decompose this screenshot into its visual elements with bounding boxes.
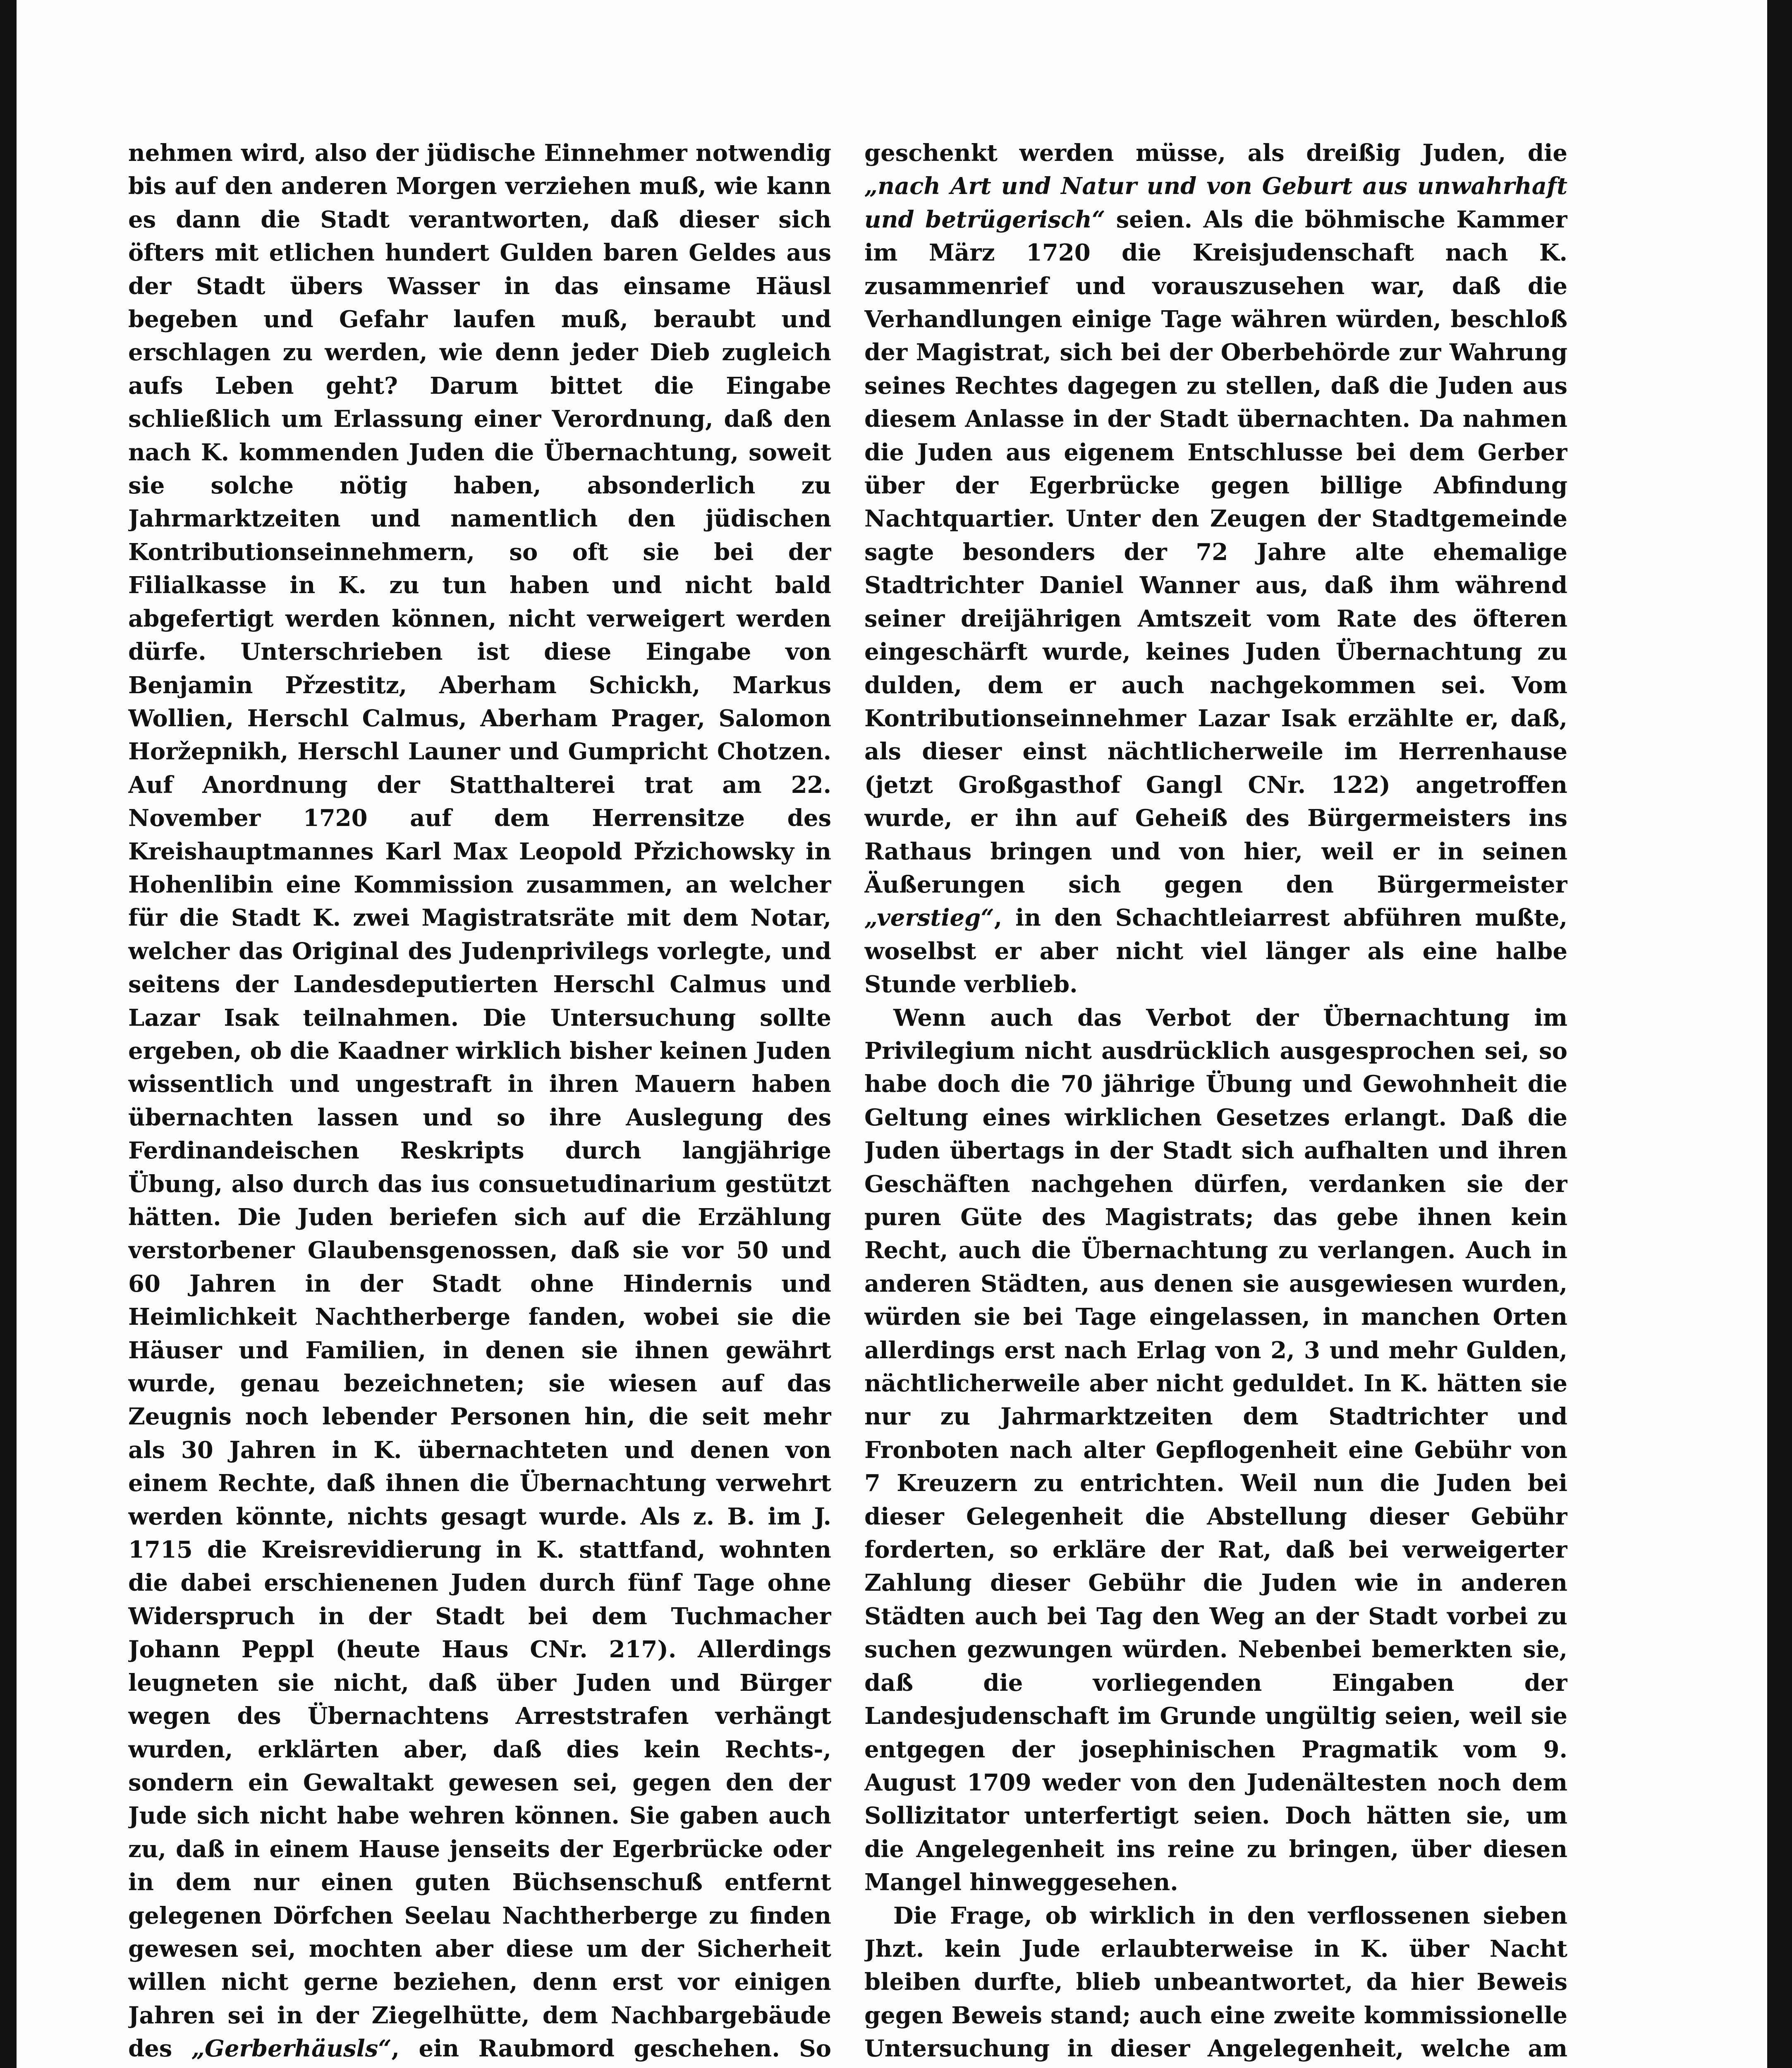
left-paragraph-1 — [128, 136, 831, 2068]
scan-edge-right — [1767, 0, 1792, 2068]
left-paragraph-1-text: nehmen wird, also der jüdische Einnehmer notwendig bis auf den anderen Morgen verziehen muß, wie kann es dann die Stadt verantworten, daß dieser sich öfters mit etlichen hundert Gulden baren Geldes aus der Stadt übers Wasser in das einsame Häusl begeben und Gefahr laufen muß, beraubt und erschlagen zu werden, wie denn jeder Dieb zugleich aufs Leben geht? Darum bittet die Eingabe schließlich um Erlassung einer Verordnung, daß den nach K. kommenden Juden die Übernachtung, soweit sie solche nötig haben, absonderlich zu Jahrmarktzeiten und namentlich den jüdischen Kontributionseinnehmern, so oft sie bei der Filialkasse in K. zu tun haben und nicht bald abgefertigt werden können, nicht verweigert werden dürfe. Unterschrieben ist diese Eingabe von Benjamin Přzestitz, Aberham Schickh, Markus Wollien, Herschl Calmus, Aberham Prager, Salomon Horžepnikh, Herschl Launer und Gumpricht Chotzen. Auf Anordnung der Statthalterei trat am 22. November 1720 auf dem Herrensitze des Kreishauptmannes Karl Max Leopold Přzichowsky in Hohenlibin eine Kommission zusammen, an welcher für die Stadt K. zwei Magistratsräte mit dem Notar, welcher das Original des Judenprivilegs vorlegte, und seitens der Landesdeputierten Herschl Calmus und Lazar Isak teilnahmen. Die Untersuchung sollte ergeben, ob die Kaadner wirklich bisher keinen Juden wissentlich und ungestraft in ihren Mauern haben übernachten lassen und so ihre Auslegung des Ferdinandeischen Reskripts durch langjährige Übung, also durch das ius consuetudinarium gestützt hätten. Die Juden beriefen sich auf die Erzählung verstorbener Glaubensgenossen, daß sie vor 50 und 60 Jahren in der Stadt ohne Hindernis und Heimlichkeit Nachtherberge fanden, wobei sie die Häuser und Familien, in denen sie ihnen gewährt wurde, genau bezeichneten; sie wiesen auf das Zeugnis noch lebender Personen hin, die seit mehr als 30 Jahren in K. übernachteten und denen von einem Rechte, daß ihnen die Übernachtung verwehrt werden könnte, nichts gesagt wurde. Als z. B. im J. 1715 die Kreisrevidierung in K. stattfand, wohnten die dabei erschienenen Juden durch fünf Tage ohne Widerspruch in der Stadt bei dem Tuchmacher Johann Peppl (heute Haus CNr. 217). Allerdings leugneten sie nicht, daß über Juden und Bürger wegen des Übernachtens Arreststrafen verhängt wurden, erklärten aber, daß dies kein Rechts-, sondern ein Gewaltakt gewesen sei, gegen den der Jude sich nicht habe wehren können. Sie gaben auch zu, daß in einem Hause jenseits der Egerbrücke oder in dem nur einen guten Büchsenschuß entfernt gelegenen Dörfchen Seelau Nachtherberge zu finden gewesen sei, mochten aber diese um der Sicherheit willen nicht gerne beziehen, denn erst vor einigen Jahren sei in der Ziegelhütte, dem Nachbargebäude des — [128, 139, 831, 2063]
left-text-column — [128, 136, 831, 2068]
scan-edge-left — [0, 0, 17, 2068]
right-paragraph-1-emphasis: „nach Art und Natur und von Geburt aus unwahrhaft und betrügerisch“ — [864, 172, 1567, 233]
right-text-column — [864, 136, 1567, 2068]
right-paragraph-1-emphasis-2: „verstieg“ — [864, 904, 994, 932]
right-paragraph-2: Wenn auch das Verbot der Übernachtung im Privilegium nicht ausdrücklich ausgesprochen sei, so habe doch die 70 jährige Übung und Gewohnheit die Geltung eines wirklichen Gesetzes erlangt. Daß die Juden übertags in der Stadt sich aufhalten und ihren Geschäften nachgehen dürfen, verdanken sie der puren Güte des Magistrats; das gebe ihnen kein Recht, auch die Übernachtung zu verlangen. Auch in anderen Städten, aus denen sie ausgewiesen wurden, würden sie bei Tage eingelassen, in manchen Orten allerdings erst nach Erlag von 2, 3 und mehr Gulden, nächtlicherweile aber nicht geduldet. In K. hätten sie nur zu Jahrmarktzeiten dem Stadtrichter und Fronboten nach alter Gepflogenheit eine Gebühr von 7 Kreuzern zu entrichten. Weil nun die Juden bei dieser Gelegenheit die Abstellung dieser Gebühr forderten, so erkläre der Rat, daß bei verweigerter Zahlung dieser Gebühr die Juden wie in anderen Städten auch bei Tag den Weg an der Stadt vorbei zu suchen gezwungen würden. Nebenbei bemerkten sie, daß die vorliegenden Eingaben der Landesjudenschaft im Grunde ungültig seien, weil sie entgegen der josephinischen Pragmatik vom 9. August 1709 weder von den Judenältesten noch dem Sollizitator unterfertigt seien. Doch hätten sie, um die Angelegenheit ins reine zu bringen, über diesen Mangel hinweggesehen. — [864, 1004, 1567, 1896]
right-paragraph-3: Die Frage, ob wirklich in den verflossenen sieben Jhzt. kein Jude erlaubterweise in K. über Nacht bleiben durfte, blieb unbeantwortet, da hier Beweis gegen Beweis stand; auch eine zweite kommissionelle Untersuchung in dieser Angelegenheit, welche am — [864, 1902, 1567, 2063]
right-paragraph-1-mid: seien. Als die böhmische Kammer im März 1720 die Kreisjudenschaft nach K. zusammenrief und vorauszusehen war, daß die Verhandlungen einige Tage währen würden, beschloß der Magistrat, sich bei der Oberbehörde zur Wahrung seines Rechtes dagegen zu stellen, daß die Juden aus diesem Anlasse in der Stadt übernachten. Da nahmen die Juden aus eigenem Entschlusse bei dem Gerber über der Egerbrücke gegen billige Abfindung Nachtquartier. Unter den Zeugen der Stadtgemeinde sagte besonders der 72 Jahre alte ehemalige Stadtrichter Daniel Wanner aus, daß ihm während seiner dreijährigen Amtszeit vom Rate des öfteren eingeschärft wurde, keines Juden Übernachtung zu dulden, dem er auch nachgekommen sei. Vom Kontributionseinnehmer Lazar Isak erzählte er, daß, als dieser einst nächtlicherweile im Herrenhause (jetzt Großgasthof Gangl CNr. 122) angetroffen wurde, er ihn auf Geheiß des Bürgermeisters ins Rathaus bringen und von hier, weil er in seinen Äußerungen sich gegen den Bürgermeister — [864, 206, 1567, 898]
left-paragraph-1-emphasis: „Gerberhäusls“ — [191, 2035, 392, 2063]
right-paragraph-1 — [864, 136, 1567, 1001]
right-paragraph-1-tail: , in den Schachtleiarrest abführen mußte, woselbst er aber nicht viel länger als eine halbe Stunde verblieb. — [864, 904, 1567, 998]
left-paragraph-1-tail: , ein Raubmord geschehen. So — [391, 2035, 831, 2063]
right-paragraph-1-head: geschenkt werden müsse, als dreißig Juden, die — [864, 139, 1567, 167]
